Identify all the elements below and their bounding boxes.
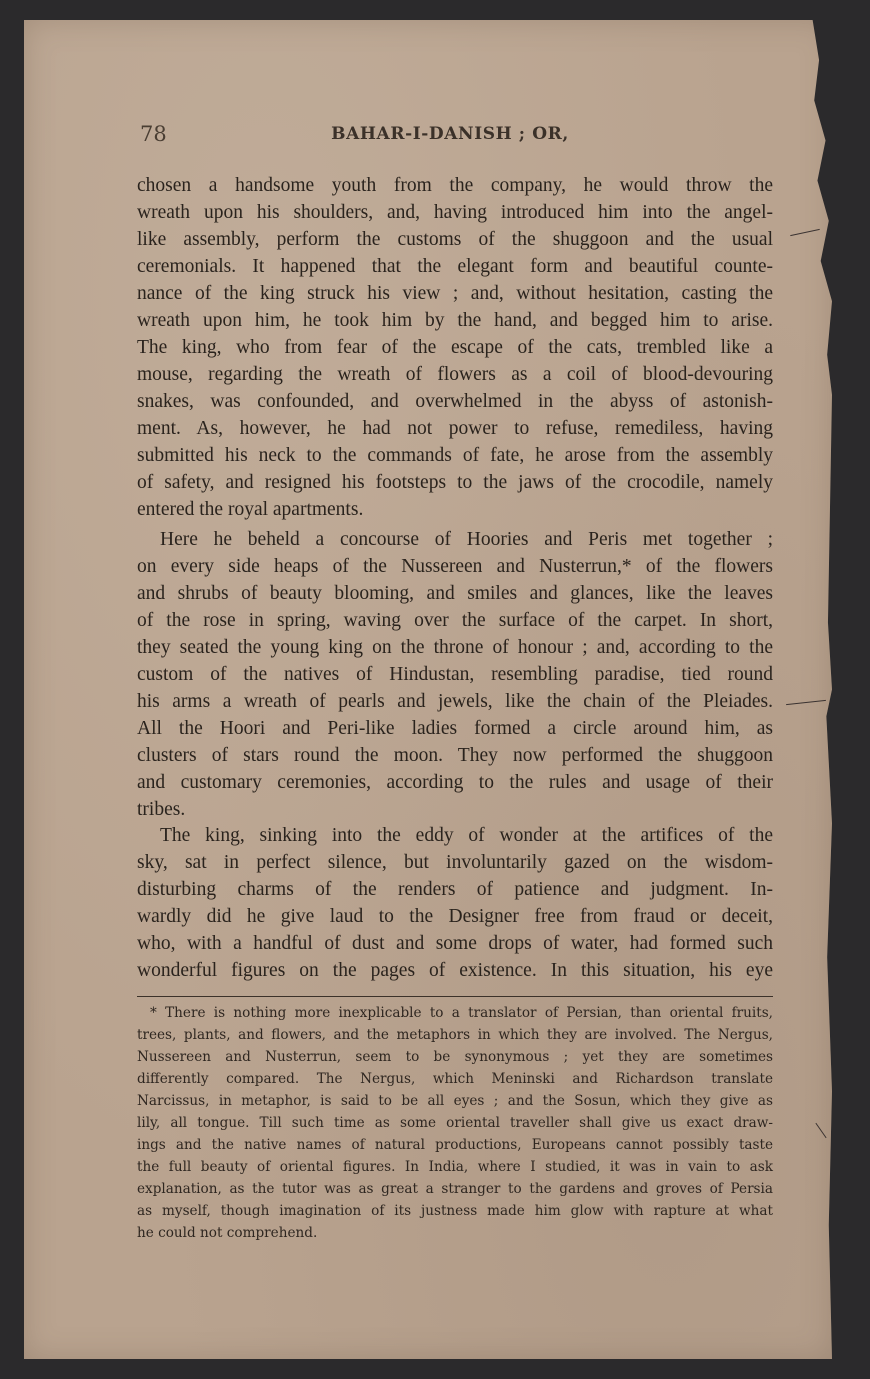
body-line: The king, sinking into the eddy of wonder at the artifices of the: [160, 825, 773, 846]
footnote-line: Narcissus, in metaphor, is said to be all eyes ; and the Sosun, which they give as: [137, 1093, 773, 1109]
footnote-line: trees, plants, and flowers, and the metaphors in which they are involved. The Nergus,: [137, 1027, 773, 1043]
body-line: submitted his neck to the commands of fate, he arose from the assembly: [137, 445, 773, 466]
footnote-line: lily, all tongue. Till such time as some oriental traveller shall give us exact draw-: [137, 1115, 773, 1131]
footnote-line: as myself, though imagination of its justness made him glow with rapture at what: [137, 1203, 773, 1219]
footnote-line: differently compared. The Nergus, which Meninski and Richardson translate: [137, 1071, 773, 1087]
body-line: they seated the young king on the throne of honour ; and, according to the: [137, 637, 773, 658]
footnote-divider: [137, 996, 773, 997]
body-line: chosen a handsome youth from the company, he would throw the: [137, 175, 773, 196]
body-line: like assembly, perform the customs of the shuggoon and the usual: [137, 229, 773, 250]
footnote-line: ings and the native names of natural productions, Europeans cannot possibly taste: [137, 1137, 773, 1153]
body-line: custom of the natives of Hindustan, resembling paradise, tied round: [137, 664, 773, 685]
body-line: clusters of stars round the moon. They now performed the shuggoon: [137, 745, 773, 766]
body-line: and customary ceremonies, according to the rules and usage of their: [137, 772, 773, 793]
body-line: wardly did he give laud to the Designer free from fraud or deceit,: [137, 906, 773, 927]
footnote-line: he could not comprehend.: [137, 1225, 318, 1241]
page-number: 78: [140, 122, 167, 146]
body-line: disturbing charms of the renders of patience and judgment. In-: [137, 879, 773, 900]
footnote-line: the full beauty of oriental figures. In India, where I studied, it was in vain to ask: [137, 1159, 773, 1175]
body-line: of safety, and resigned his footsteps to the jaws of the crocodile, namely: [137, 472, 773, 493]
body-line: ment. As, however, he had not power to refuse, remediless, having: [137, 418, 773, 439]
footnote-line: explanation, as the tutor was as great a stranger to the gardens and groves of Persia: [137, 1181, 773, 1197]
footnote-line: Nussereen and Nusterrun, seem to be synonymous ; yet they are sometimes: [137, 1049, 773, 1065]
body-line: nance of the king struck his view ; and, without hesitation, casting the: [137, 283, 773, 304]
body-line: his arms a wreath of pearls and jewels, like the chain of the Pleiades.: [137, 691, 773, 712]
body-line: and shrubs of beauty blooming, and smiles and glances, like the leaves: [137, 583, 773, 604]
body-line: sky, sat in perfect silence, but involuntarily gazed on the wisdom-: [137, 852, 773, 873]
body-line: of the rose in spring, waving over the surface of the carpet. In short,: [137, 610, 773, 631]
body-line: wreath upon his shoulders, and, having introduced him into the angel-: [137, 202, 773, 223]
body-line: snakes, was confounded, and overwhelmed in the abyss of astonish-: [137, 391, 773, 412]
body-line: Here he beheld a concourse of Hoories and Peris met together ;: [160, 529, 773, 550]
body-line: wreath upon him, he took him by the hand, and begged him to arise.: [137, 310, 773, 331]
body-line: on every side heaps of the Nussereen and Nusterrun,* of the flowers: [137, 556, 773, 577]
body-line: entered the royal apartments.: [137, 499, 364, 520]
running-head: BAHAR-I-DANISH ; OR,: [331, 124, 569, 144]
body-line: wonderful figures on the pages of existence. In this situation, his eye: [137, 960, 773, 981]
body-line: All the Hoori and Peri-like ladies formed a circle around him, as: [137, 718, 773, 739]
body-line: The king, who from fear of the escape of the cats, trembled like a: [137, 337, 773, 358]
body-line: who, with a handful of dust and some drops of water, had formed such: [137, 933, 773, 954]
body-line: tribes.: [137, 799, 186, 820]
body-line: ceremonials. It happened that the elegant form and beautiful counte-: [137, 256, 773, 277]
footnote-line: * There is nothing more inexplicable to a translator of Persian, than oriental fruits,: [150, 1005, 773, 1021]
body-line: mouse, regarding the wreath of flowers as a coil of blood-devouring: [137, 364, 773, 385]
